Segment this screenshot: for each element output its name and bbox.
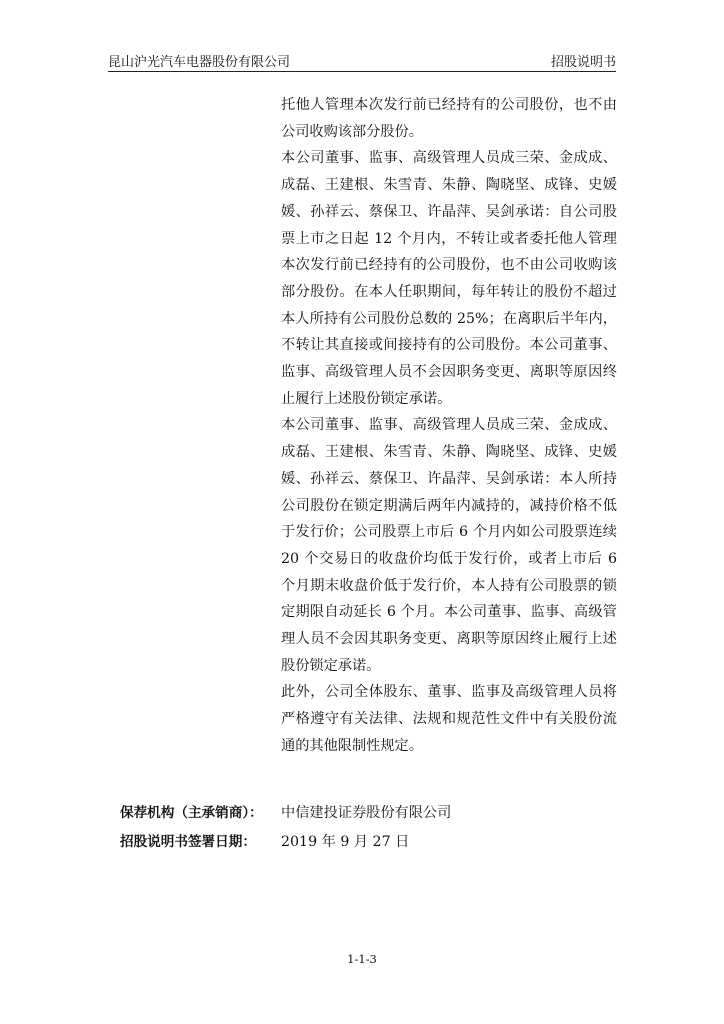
paragraph-other-restrictions: 此外，公司全体股东、董事、监事及高级管理人员将严格遵守有关法律、法规和规范性文件中有关股份流通的其他限制性规定。 — [281, 684, 617, 754]
signing-date-label: 招股说明书签署日期： — [120, 834, 256, 850]
header-company-name: 昆山沪光汽车电器股份有限公司 — [108, 55, 291, 70]
paragraph-reduction-commitment: 本公司董事、监事、高级管理人员成三荣、金成成、成磊、王建根、朱雪青、朱静、陶晓坚、成锋、史媛媛、孙祥云、蔡保卫、许晶萍、吴剑承诺：本人所持公司股份在锁定期满后两年内减持的，减持价格不低于发行价；公司股票上市后 6 个月内如公司股票连续 20 个交易日的收盘价均低于发行价，或者上市后 6 个月期末收盘价低于发行价，本人持有公司股票的锁定期限自动延长 6 个月。本公司董事、监事、高级管理人员不会因其职务变更、离职等原因终止履行上述股份锁定承诺。 — [281, 417, 617, 674]
paragraph-continuation: 托他人管理本次发行前已经持有的公司股份，也不由公司收购该部分股份。 — [281, 97, 617, 140]
sponsor-label: 保荐机构（主承销商）： — [120, 805, 263, 821]
signing-date-row — [120, 829, 620, 855]
page-number: 1-1-3 — [347, 952, 377, 966]
signing-date-value: 2019 年 9 月 27 日 — [281, 834, 410, 850]
sponsor-row — [120, 800, 620, 826]
body-text — [281, 92, 617, 760]
header-document-type: 招股说明书 — [550, 55, 616, 70]
sponsor-value: 中信建投证券股份有限公司 — [281, 805, 452, 821]
paragraph-lockup-commitment: 本公司董事、监事、高级管理人员成三荣、金成成、成磊、王建根、朱雪青、朱静、陶晓坚、成锋、史媛媛、孙祥云、蔡保卫、许晶萍、吴剑承诺：自公司股票上市之日起 12 个月内，不转让或者委托他人管理本次发行前已经持有的公司股份，也不由公司收购该部分股份。在本人任职期间，每年转让的股份不超过本人所持有公司股份总数的 25%；在离职后半年内，不转让其直接或间接持有的公司股份。本公司董事、监事、高级管理人员不会因职务变更、离职等原因终止履行上述股份锁定承诺。 — [281, 150, 617, 407]
page-header — [108, 51, 616, 72]
